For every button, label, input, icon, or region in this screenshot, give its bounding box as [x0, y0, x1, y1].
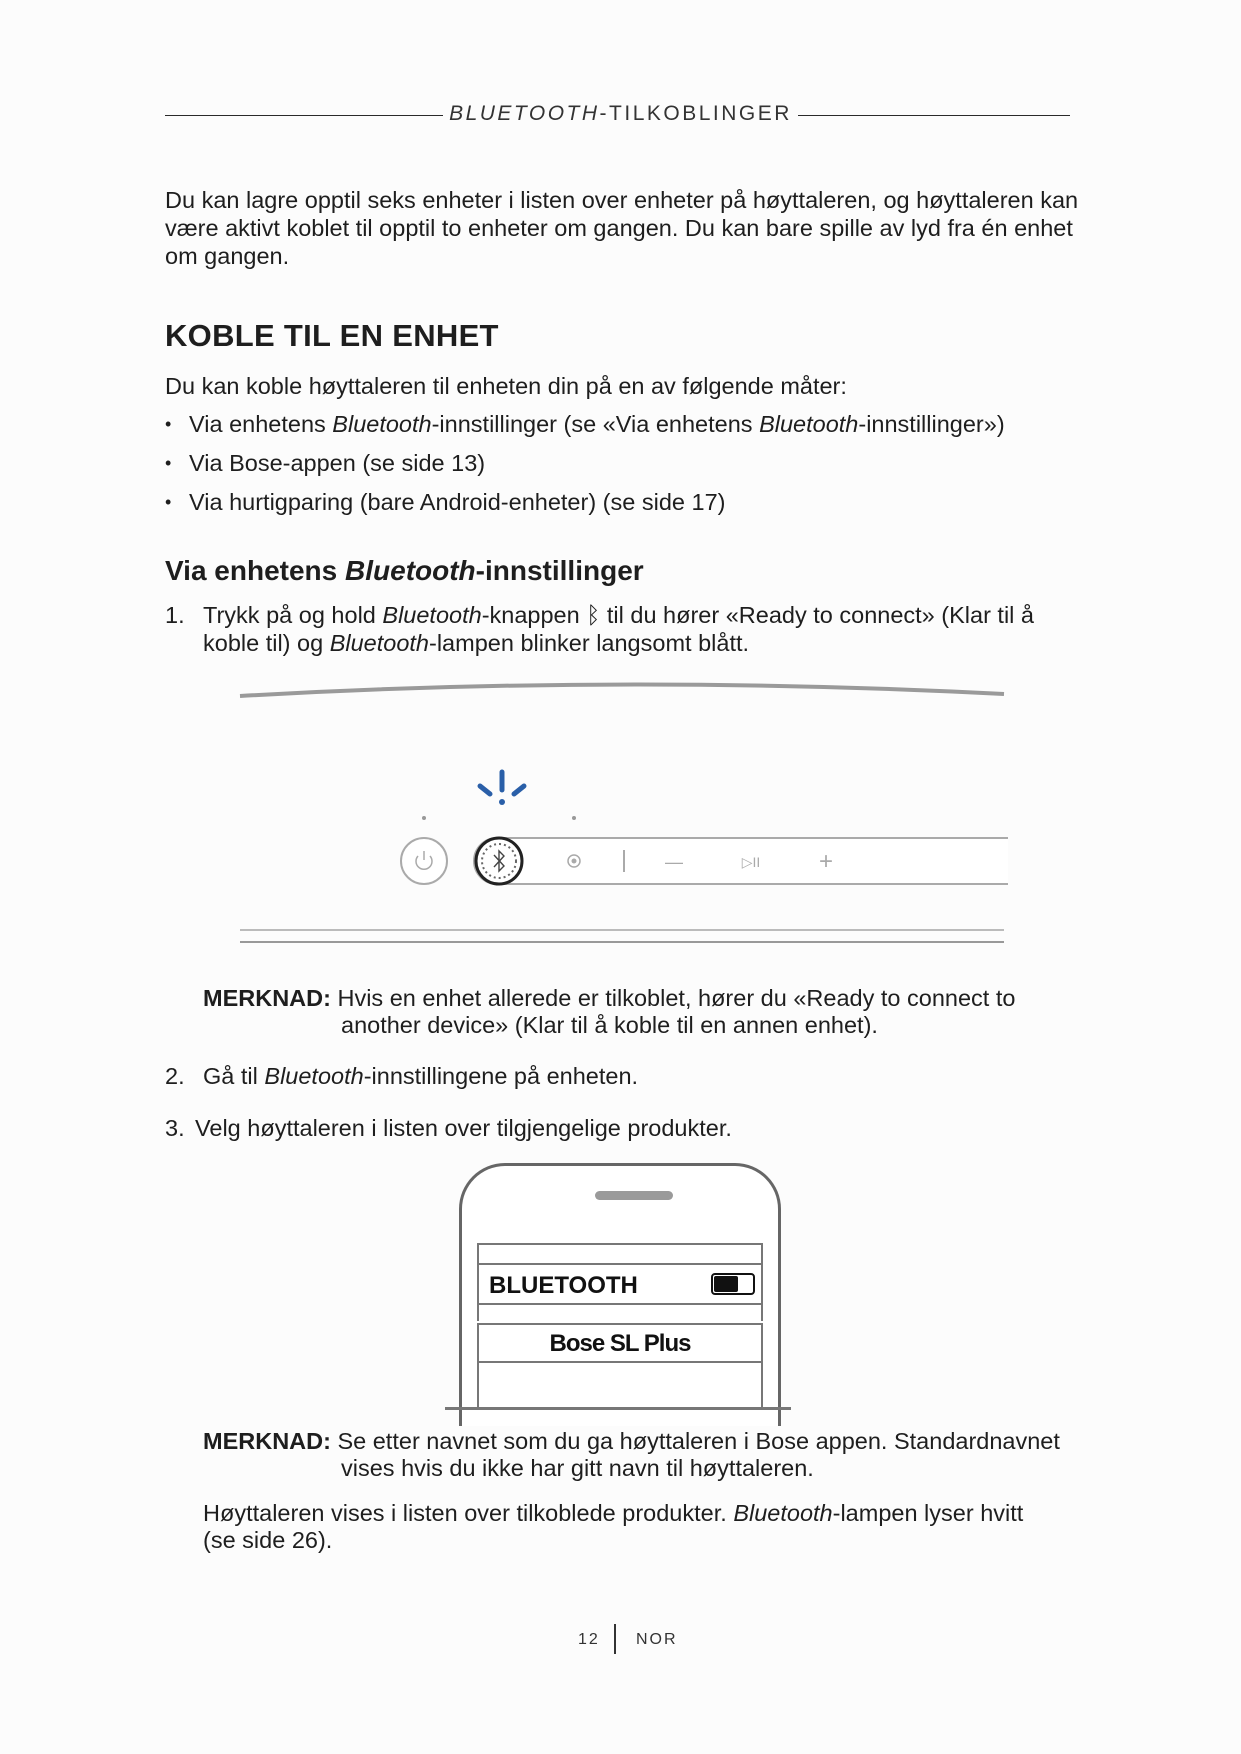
- bluetooth-button[interactable]: [476, 838, 522, 884]
- step-text: Trykk på og hold Bluetooth-knappen ᛒ til du hører «Ready to connect» (Klar til å koble til) og Bluetooth-lampen blinker langsomt blått.: [203, 602, 1034, 656]
- closing-paragraph: Høyttaleren vises i listen over tilkoblede produkter. Bluetooth-lampen lyser hvitt (se side 26).: [203, 1500, 1024, 1553]
- language-code: NOR: [636, 1631, 678, 1648]
- bluetooth-icon: ᛒ: [586, 602, 601, 628]
- list-item: • Via Bose-appen (se side 13): [165, 449, 1005, 477]
- blink-indicator-icon: [480, 772, 524, 794]
- list-spacer: [477, 1303, 763, 1321]
- closing-line-2: (se side 26).: [203, 1527, 333, 1553]
- step-3: [165, 1114, 732, 1142]
- play-pause-icon[interactable]: ▷II: [741, 854, 761, 870]
- bluetooth-setting-row: [477, 1263, 763, 1305]
- step-number: 1.: [165, 602, 185, 628]
- phone-speaker: [595, 1191, 673, 1200]
- power-button[interactable]: [401, 838, 447, 884]
- footer-separator: [614, 1624, 616, 1654]
- step-1: [165, 601, 1045, 657]
- note-text-cont: another device» (Klar til å koble til en annen enhet).: [341, 1012, 878, 1038]
- settings-header-row: [477, 1243, 763, 1263]
- list-item: • Via enhetens Bluetooth-innstillinger (se «Via enhetens Bluetooth-innstillinger»): [165, 410, 1005, 438]
- note-label: MERKNAD:: [203, 985, 331, 1011]
- section-title: KOBLE TIL EN ENHET: [165, 318, 499, 353]
- phone-illustration: [445, 1163, 795, 1411]
- header-title-italic: BLUETOOTH: [449, 102, 600, 125]
- note-label: MERKNAD:: [203, 1428, 331, 1454]
- note-text-cont: vises hvis du ikke har gitt navn til høyttaleren.: [341, 1455, 814, 1481]
- volume-down-icon[interactable]: —: [665, 852, 683, 872]
- phone-base-line: [445, 1407, 791, 1410]
- speaker-illustration: [238, 678, 1008, 958]
- note-text: Hvis en enhet allerede er tilkoblet, hører du «Ready to connect to: [337, 985, 1016, 1011]
- step-2: [165, 1062, 638, 1090]
- list-item: • Via hurtigparing (bare Android-enheter) (se side 17): [165, 488, 1005, 516]
- header-title-rest: -TILKOBLINGER: [599, 102, 792, 125]
- intro-paragraph: Du kan lagre opptil seks enheter i listen over enheter på høyttaleren, og høyttaleren kan være aktivt koblet til opptil to enheter om gangen. Du kan bare spille av lyd fra én enhet om gangen.: [165, 187, 1079, 269]
- bluetooth-setting-label: BLUETOOTH: [489, 1272, 638, 1299]
- step-text: Velg høyttaleren i listen over tilgjengelige produkter.: [195, 1115, 732, 1141]
- method-list: [165, 410, 1005, 527]
- page-number: 12: [578, 1631, 600, 1648]
- volume-up-icon[interactable]: +: [818, 848, 834, 875]
- note-1: [203, 985, 1015, 1039]
- note-2: [203, 1428, 1060, 1482]
- step-number: 2.: [165, 1063, 185, 1089]
- device-name: Bose SL Plus: [549, 1330, 691, 1357]
- step-text: Gå til Bluetooth-innstillingene på enheten.: [203, 1063, 639, 1089]
- subsection-title: Via enhetens Bluetooth-innstillinger: [165, 555, 644, 586]
- device-list-item[interactable]: [477, 1323, 763, 1363]
- running-header: [0, 102, 1241, 126]
- list-remainder: [477, 1361, 763, 1407]
- bluetooth-toggle[interactable]: [711, 1273, 755, 1295]
- note-text: Se etter navnet som du ga høyttaleren i Bose appen. Standardnavnet: [337, 1428, 1060, 1454]
- step-number: 3.: [165, 1115, 185, 1141]
- section-lead: Du kan koble høyttaleren til enheten din på en av følgende måter:: [165, 373, 847, 399]
